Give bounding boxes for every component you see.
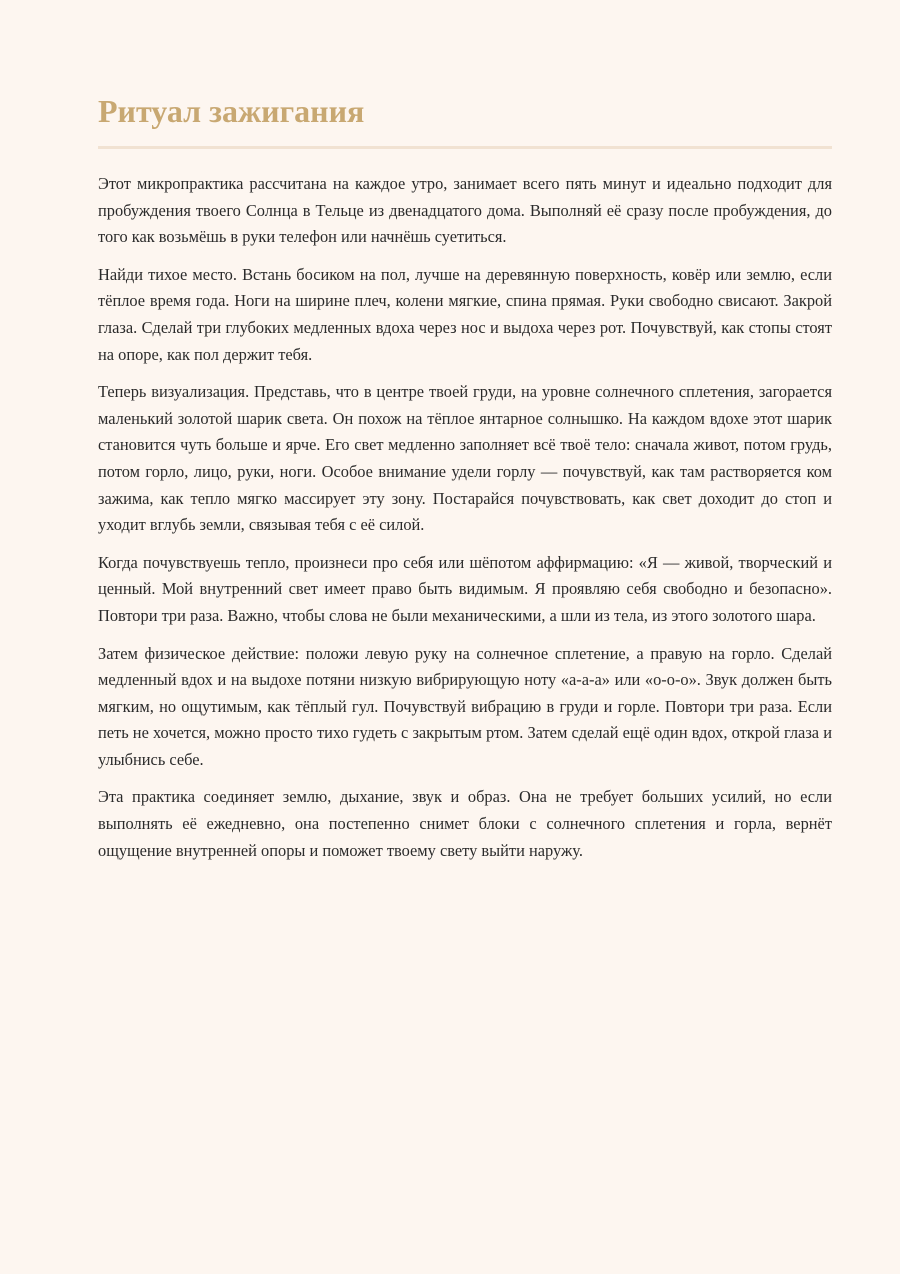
paragraph-affirmation: Когда почувствуешь тепло, произнеси про себя или шёпотом аффирмацию: «Я — живой, творческий и ценный. Мой внутренний свет имеет право быть видимым. Я проявляю себя свободно и безопасно». Повтори три раза. Важно, чтобы слова не были механическими, а шли из тела, из этого золотого шара. xyxy=(98,552,832,625)
paragraph-intro: Этот микропрактика рассчитана на каждое утро, занимает всего пять минут и идеально подходит для пробуждения твоего Солнца в Тельце из двенадцатого дома. Выполняй её сразу после пробуждения, до того как возьмёшь в руки телефон или начнёшь суетиться. xyxy=(98,174,832,247)
paragraph-visualization: Теперь визуализация. Представь, что в центре твоей груди, на уровне солнечного сплетения, загорается маленький золотой шарик света. Он похож на тёплое янтарное солнышко. На каждом вдохе этот шарик становится чуть больше и ярче. Его свет медленно заполняет всё твоё тело: сначала живот, потом грудь, потом горло, лицо, руки, ноги. Особое внимание удели горлу — почувствуй, как там растворяется ком зажима, как тепло мягко массирует эту зону. Постарайся почувствовать, как свет доходит до стоп и уходит вглубь земли, связывая тебя с её силой. xyxy=(98,382,832,535)
title-divider xyxy=(98,146,832,149)
paragraph-preparation: Найди тихое место. Встань босиком на пол, лучше на деревянную поверхность, ковёр или землю, если тёплое время года. Ноги на ширине плеч, колени мягкие, спина прямая. Руки свободно свисают. Закрой глаза. Сделай три глубоких медленных вдоха через нос и выдоха через рот. Почувствуй, как стопы стоят на опоре, как пол держит тебя. xyxy=(98,264,832,364)
paragraph-physical-action: Затем физическое действие: положи левую руку на солнечное сплетение, а правую на горло. Сделай медленный вдох и на выдохе потяни низкую вибрирующую ноту «а-а-а» или «о-о-о». Звук должен быть мягким, но ощутимым, как тёплый гул. Почувствуй вибрацию в груди и горле. Повтори три раза. Если петь не хочется, можно просто тихо гудеть с закрытым ртом. Затем сделай ещё один вдох, открой глаза и улыбнись себе. xyxy=(98,643,832,769)
document-title: Ритуал зажигания xyxy=(98,93,365,129)
paragraph-conclusion: Эта практика соединяет землю, дыхание, звук и образ. Она не требует больших усилий, но если выполнять её ежедневно, она постепенно снимет блоки с солнечного сплетения и горла, вернёт ощущение внутренней опоры и поможет твоему свету выйти наружу. xyxy=(98,787,832,860)
document-body xyxy=(98,171,832,864)
